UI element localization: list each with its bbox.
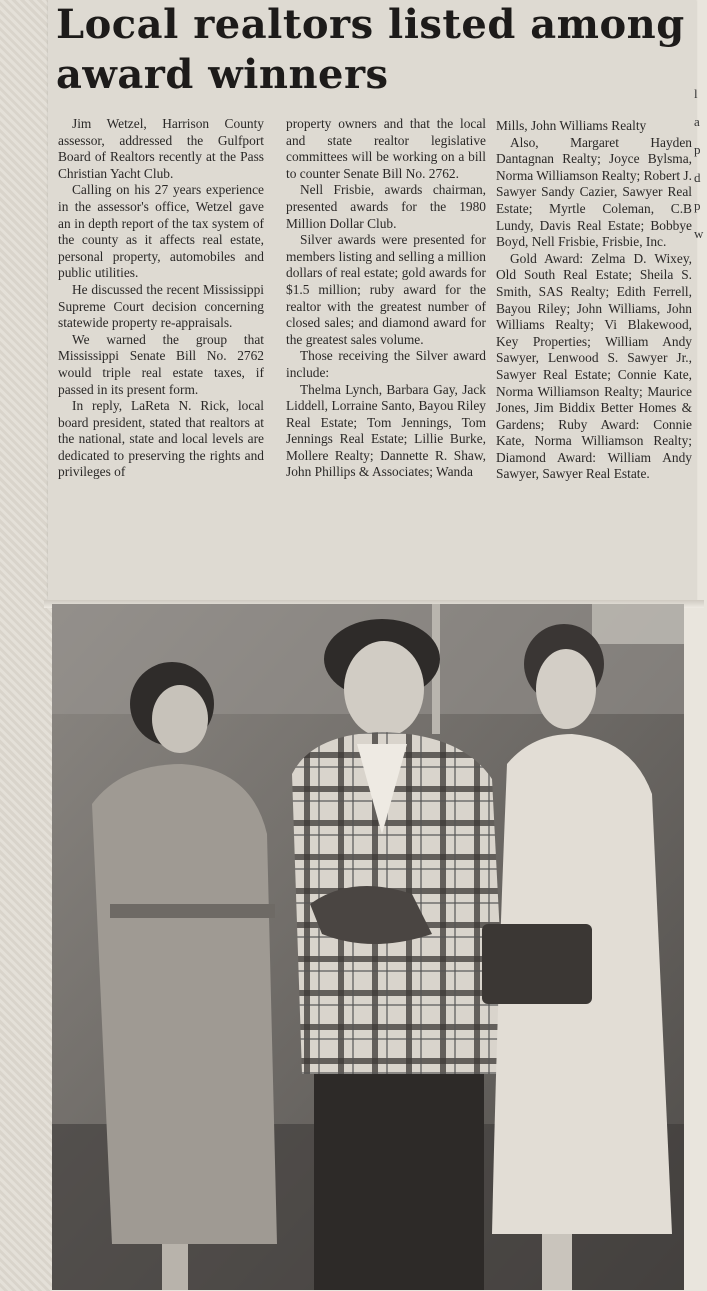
paragraph: Silver awards were presented for members listing and selling a million dollars of real estate; gold awards for $1.5 million; ruby award for the realtor with the greatest number of closed sales; and diamond award for the greatest sales volume.	[286, 232, 486, 347]
scan-background-edge	[0, 0, 52, 1291]
adjacent-column-fragment	[694, 80, 707, 240]
article-headline: Local realtors listed among award winners	[56, 1, 685, 98]
paragraph: property owners and that the local and state realtor legislative committees will be working on a bill to counter Senate Bill No. 2762.	[286, 116, 486, 181]
article-column-2	[286, 116, 486, 604]
paragraph: Mills, John Williams Realty	[496, 118, 647, 133]
newspaper-clipping	[48, 0, 696, 605]
paragraph: He discussed the recent Mississippi Supreme Court decision concerning statewide property re-appraisals.	[58, 281, 264, 331]
fragment-letter: d	[694, 170, 701, 185]
paragraph: Thelma Lynch, Barbara Gay, Jack Liddell, Lorraine Santo, Bayou Riley Real Estate; Tom Jennings, Tom Jennings Real Estate; Lillie Burke, Mollere Realty; Dannette R. Shaw, John Phillips & Associates; Wanda	[286, 381, 486, 480]
paragraph: In reply, LaReta N. Rick, local board president, stated that realtors at the national, state and local levels are dedicated to preserving the rights and privileges of	[58, 398, 264, 480]
fragment-letter: p	[694, 142, 701, 157]
photo-illustration	[52, 604, 684, 1290]
fragment-letter: l	[694, 86, 698, 101]
paragraph: Also, Margaret Hayden Dantagnan Realty; Joyce Bylsma, Norma Williamson Realty; Robert J. Sawyer Sandy Cazier, Sawyer Real Estate; Myrtle Coleman, C.B Lundy, Davis Real Estate; Bobbye Boyd, Nell Frisbie, Frisbie, Inc.	[496, 134, 692, 250]
paragraph: Those receiving the Silver award include:	[286, 348, 486, 380]
article-column-3	[496, 118, 692, 606]
paragraph: We warned the group that Mississippi Senate Bill No. 2762 would triple real estate taxes, if passed in its present form.	[58, 331, 264, 397]
paragraph: Calling on his 27 years experience in the assessor's office, Wetzel gave an in depth report of the tax system of the county as it affects real estate, personal property, automobiles and public utilities.	[58, 182, 264, 281]
fragment-letter: p	[694, 198, 701, 213]
paragraph: Gold Award: Zelma D. Wixey, Old South Real Estate; Sheila S. Smith, SAS Realty; Edith Ferrell, Bayou Riley; John Williams, John Williams Realty; Vi Blakewood, Key Properties; William Andy Sawyer, Lenwood S. Sawyer Jr., Sawyer Real Estate; Connie Kate, Norma Williamson Realty; Maurice Jones, Jim Biddix Better Homes & Gardens; Ruby Award: Connie Kate, Norma Williamson Realty; Diamond Award: William Andy Sawyer, Sawyer Real Estate.	[496, 250, 692, 482]
article-column-1	[58, 116, 264, 604]
fragment-letter: a	[694, 114, 700, 129]
paragraph: Nell Frisbie, awards chairman, presented awards for the 1980 Million Dollar Club.	[286, 182, 486, 231]
award-photo	[52, 604, 684, 1290]
fragment-letter: w	[694, 226, 704, 241]
paragraph: Jim Wetzel, Harrison County assessor, addressed the Gulfport Board of Realtors recently at the Pass Christian Yacht Club.	[58, 116, 264, 181]
